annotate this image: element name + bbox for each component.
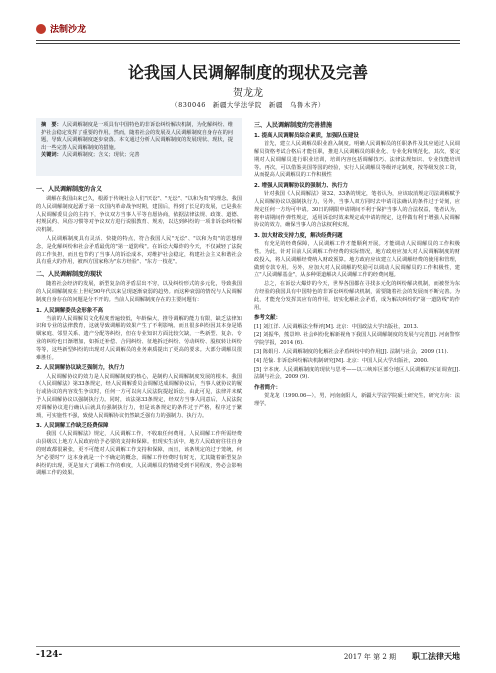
body-paragraph: 我国《人民调解法》规定，人民调解工作，不收取任何费用。人民调解工作所需经费由县级以上地方人民政府给予必要的支持和保障。但现实生活中，地方人民政府往往自身的财政都很紧张，更不可能对人民调解工作支持和保障，而且，该条规定的过于笼统，何为"必要时"？这本身就是一个不确定的概念，调解工作经费时有时无，尤其随着新型复杂纠纷的出现，更是加大了调解工作的难度，人民调解员的情绪受到不同程度，势必会影响调解工作的效果。 xyxy=(36,431,242,477)
reference-item: [4] 范愉. 非诉讼纠纷解决机制研究[M]. 北京：中国人民大学出版社，2000. xyxy=(254,357,429,364)
section-heading: 二、人民调解制度的现状 xyxy=(36,271,103,279)
body-paragraph: 贺龙龙（1990.06—），男，河南南阳人，新疆大学法学院硕士研究生，研究方向：法理学。 xyxy=(254,393,460,408)
abstract-box xyxy=(36,118,242,176)
body-paragraph: 调解在我国由来已久，根源于传统社会人们"厌讼"、"无讼"、"以和为贵"的理念。我国的人民调解制度起源于第一次国内革命战争时期，建国后，得到了长足的发展，已是我在人民调解委员会的主持下，争议双方当事人平等自愿协商，依据法律法规、政策、道德、村规民约、风俗习惯等对争议双方进行说服教育、规劝，以达到纠纷的一项非诉讼纠纷解决机制。 xyxy=(36,196,242,234)
section-heading: 三、人民调解制度的完善措施 xyxy=(254,122,333,129)
article-author: 贺龙龙 xyxy=(233,88,263,99)
body-paragraph: 总之，在诉讼大爆炸的今天，世界各国都在寻找多元化的纠纷解决机制，而被誉为东方经验的我国具有中国特色的非诉讼纠纷解决机制，需要随着社会的发展而不断完善。为此，才能充分发挥其应有的作用，切实化解社会矛盾，成为解决纠纷的"第一道防线"的作用。 xyxy=(254,281,460,311)
section-heading: 3. 加大财政支持力度，解决经费问题 xyxy=(254,233,343,240)
body-paragraph: 人民调解制度具有灵活、快捷的特点，符合我国人民"无讼"、"以和为贵"的思想理念，是化解纠纷和社会矛盾最优的"第一道防线"。在诉讼大爆炸的今天，不仅减轻了法院的工作负担，而且也节约了当事人的诉讼成本，对维护社会稳定，构建社会主义和谐社会具有重大的作用，被西方国家称为"东方经验"、"东方一枝花"。 xyxy=(36,235,242,266)
section-heading: 作者简介： xyxy=(254,385,281,392)
keywords xyxy=(41,152,237,160)
body-paragraph: 随着社会经济的发展，新型复杂的矛盾层出不穷，以及纠纷形式的多元化，导致我国的人民调解制度在上世纪90年代以来呈现逐渐衰弱的趋势。而这种衰弱的情况与人民调解制度自身存在的问题是分不开的。当前人民调解制度存在的主要问题有： xyxy=(36,281,242,303)
journal-name: 职工法律天地 xyxy=(412,651,460,661)
section-heading: 2. 增强人民调解协议的强制力、执行力 xyxy=(254,183,348,190)
article-title: 论我国人民调解制度的现状及完善 xyxy=(127,63,368,82)
issue-label: 2017 年 第 2 期 xyxy=(343,653,396,661)
page-number: -124- xyxy=(36,650,63,660)
section-heading: 3. 人民调解工作缺乏经费保障 xyxy=(36,423,109,430)
section-header xyxy=(36,22,86,35)
abstract xyxy=(41,122,237,152)
header-divider xyxy=(36,40,460,41)
body-paragraph: 有充足的经费保障，人民调解工作才能顺利开展。才能调动人民调解员的工作积极性。为此，针对目前人民调解工作经费的实际情况，地方政府应加大对人民调解制度的财政投入，将人民调解经费纳入财政预算。地方政府应该建立人民调解经费的使用和管理，做到专款专用。另外，应加大对人民调解的奖励可以调动人民调解员的工作积极性，建立"人民调解基金"，从多种渠道解决人民调解工作的经费问题。 xyxy=(254,241,460,279)
body-paragraph: 当前的人民调解员文化程度普遍较低，年龄偏大，推导调解的能力有限，缺乏法律知识和专业的法律教育，这就导致调解的效果产生了不利影响。而且很多纠纷因其本身是婚姻家庭、邻里关系、遗产分配等纠纷，但在专业知识方面比较欠缺，一些新型、复杂、专业的纠纷也日渐增加，如拆迁补偿、合同纠纷、征地拆迁纠纷、劳动纠纷、股权转让纠纷等等，这些新型纠纷的出现对人民调解员的业务素质提出了更高的要求。大部分调解员很难胜任。 xyxy=(36,315,242,361)
section-category: 法制沙龙 xyxy=(50,25,87,35)
reference-item: [1] 刘江洋. 人民调解法全释评[M]. 北京：中国政法大学出版社，2013. xyxy=(254,323,419,330)
abstract-text: 人民调解制度是一项具有中国特色的非诉讼纠纷解决机制，为化解纠纷、维护社会稳定发挥了重要的作用。然而，随着社会的发展及人民调解制度自身存在的问题，导致人民调解制度逐步衰落。本文通过分析人民调解制度的发展现状、现状，提出一些完善人民调解制度的措施。 xyxy=(41,122,233,151)
section-heading: 参考文献： xyxy=(254,315,281,322)
body-paragraph: 人民调解协议的效力是人民调解制度的核心，是制约人民调解制度发展的根本。我国《人民调解法》第33条规定，经人民调解委员会调解达成调解协议后，当事人就协议的履行或协议的内容发生争议时，任何一方可以向人民法院提起诉讼。由此可见，法律并未赋予人民调解协议以强制执行力。同时，该法第33条规定，经双方当事人同意后，人民法院对调解协议进行确认后就具有强制执行力，但是该条规定的条件过于严格，程序过于繁琐，可实施性不强，致使人民调解协议仍然缺乏强有力的强制力、执行力。 xyxy=(36,373,242,419)
reference-item: [2] 刘振华，熊景坤. 社会纠纷化解新视角下我国人民调解制度的发展与完善[J]. 河南警察学院学报，2014 (6). xyxy=(254,332,460,347)
logo-icon xyxy=(36,24,46,34)
section-heading: 1. 人民调解委员会形象不高 xyxy=(36,307,103,314)
keywords-label: 关键词： xyxy=(41,152,62,159)
reference-item: [5] 辛本庚. 人民调解制度的现状与思考——以三峡库区部分地区人民调解的实证调查[J]. 法制与社会，2009 (9). xyxy=(254,366,460,381)
reference-item: [3] 陈娟月. 人民调解制度的化解社会矛盾纠纷中的作用[J]. 法制与社会，2009 (11). xyxy=(254,348,449,355)
section-heading: 一、人民调解制度的含义 xyxy=(36,186,103,193)
right-column xyxy=(254,118,460,410)
section-heading: 2. 人民调解协议缺乏强制力，执行力 xyxy=(36,365,125,372)
author-affiliation: （830046 新疆大学法学院 新疆 乌鲁木齐） xyxy=(171,101,325,109)
left-column xyxy=(36,182,242,479)
section-heading: 1. 提高人民调解员综合素质，加强队伍建设 xyxy=(254,133,359,139)
footer-divider xyxy=(36,646,460,647)
keywords-text: 人民调解制度；含义；现状；完善 xyxy=(61,152,140,159)
body-paragraph: 首先，建立人民调解员职业准入制度。明确人民调解员的任职条件及其应通过人民调解员资格考试合格后才能任职，推进人民调解员的职业化、专业化和规范化。其次，要定期对人民调解员进行职业培训，培训内容包括调解技巧、法律法规知识、专业技能培训等。再次，可以借鉴美国等国的经验，实行人民调解员等级评定制度，按等级发放工资，从而提高人民调解员的工作积极性 xyxy=(254,141,460,179)
header-divider-thin xyxy=(36,43,460,44)
body-paragraph: 针对我国《人民调解法》第32、33条的规定，笔者认为，应该取消规定司法调解赋予人民调解协议以强制执行力，另外，当事人双方同时去申请司法确认的条件过于苛刻，应规定任何一方均可申请。30日的期限申请期间不利于保护当事人的合法权益，笔者认为，将申请期间作弹性规定，适用诉讼时效来规定或申请的规定，这样做有利于增强人民调解协议的效力，确保当事人的合法权利实现。 xyxy=(254,191,460,229)
abstract-label: 摘 要： xyxy=(41,122,62,128)
